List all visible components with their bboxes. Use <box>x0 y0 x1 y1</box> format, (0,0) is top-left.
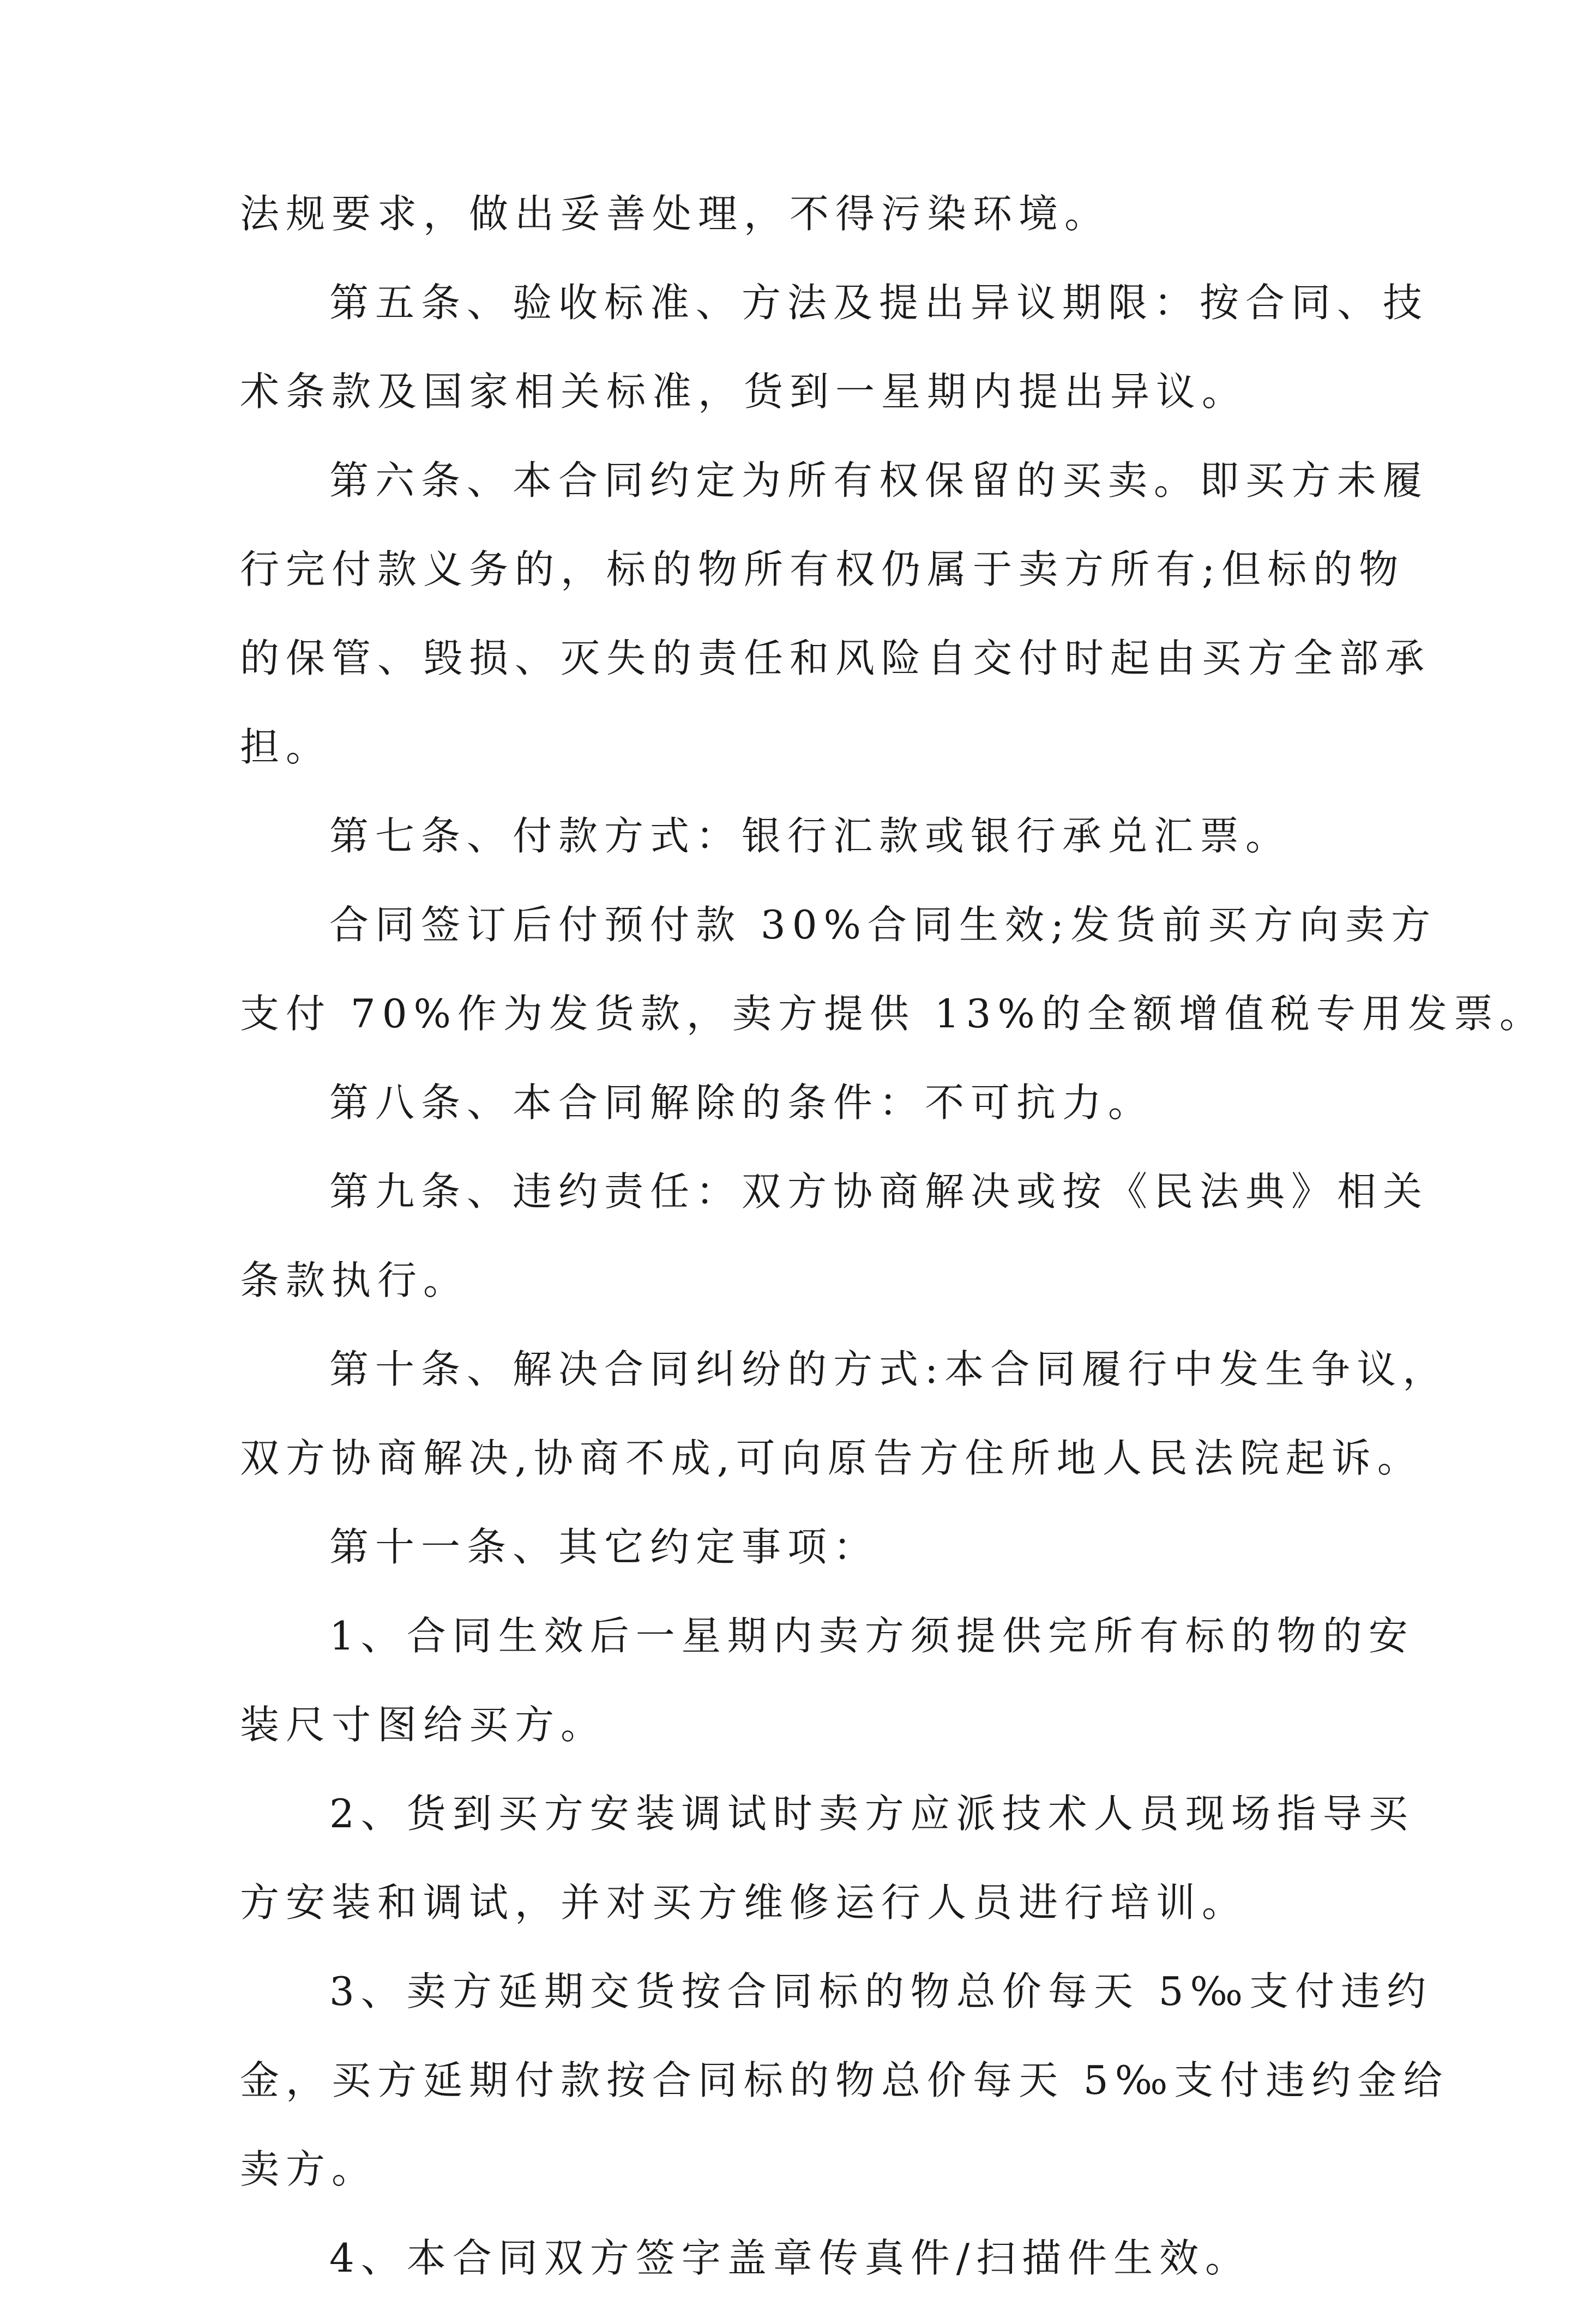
clause-11-heading: 第十一条、其它约定事项： <box>329 1524 880 1570</box>
item-3-line-2: 金，买方延期付款按合同标的物总价每天 5‰支付违约金给 <box>240 2057 1449 2103</box>
clause-6-line-3: 的保管、毁损、灭失的责任和风险自交付时起由买方全部承 <box>240 635 1431 681</box>
clause-5-line-1: 第五条、验收标准、方法及提出异议期限：按合同、技 <box>329 280 1429 326</box>
clause-6-line-4: 担。 <box>240 724 332 770</box>
item-4-line-1: 4、本合同双方签字盖章传真件/扫描件生效。 <box>329 2235 1251 2281</box>
clause-9-line-2: 条款执行。 <box>240 1257 469 1303</box>
clause-5-line-2: 术条款及国家相关标准，货到一星期内提出异议。 <box>240 369 1248 414</box>
document-body <box>240 191 1545 2324</box>
item-1-line-1: 1、合同生效后一星期内卖方须提供完所有标的物的安 <box>329 1613 1414 1659</box>
item-1-line-2: 装尺寸图给买方。 <box>240 1702 607 1748</box>
clause-8-line-1: 第八条、本合同解除的条件：不可抗力。 <box>329 1080 1154 1125</box>
clause-6-line-1: 第六条、本合同约定为所有权保留的买卖。即买方未履 <box>329 457 1429 503</box>
clause-10-line-1: 第十条、解决合同纠纷的方式:本合同履行中发生争议， <box>329 1346 1449 1392</box>
item-3-line-1: 3、卖方延期交货按合同标的物总价每天 5‰支付违约 <box>329 1968 1433 2014</box>
item-2-line-2: 方安装和调试，并对买方维修运行人员进行培训。 <box>240 1880 1248 1925</box>
payment-terms-line-1: 合同签订后付预付款 30%合同生效;发货前买方向卖方 <box>329 902 1437 948</box>
clause-6-line-2: 行完付款义务的，标的物所有权仍属于卖方所有;但标的物 <box>240 546 1405 592</box>
clause-9-line-1: 第九条、违约责任：双方协商解决或按《民法典》相关 <box>329 1169 1429 1214</box>
item-3-line-3: 卖方。 <box>240 2146 378 2192</box>
text-line-1: 法规要求，做出妥善处理，不得污染环境。 <box>240 191 1111 237</box>
clause-7-line-1: 第七条、付款方式：银行汇款或银行承兑汇票。 <box>329 813 1292 859</box>
clause-10-line-2: 双方协商解决,协商不成,可向原告方住所地人民法院起诉。 <box>240 1435 1423 1481</box>
item-2-line-1: 2、货到买方安装调试时卖方应派技术人员现场指导买 <box>329 1791 1414 1837</box>
payment-terms-line-2: 支付 70%作为发货款，卖方提供 13%的全额增值税专用发票。 <box>240 991 1545 1037</box>
